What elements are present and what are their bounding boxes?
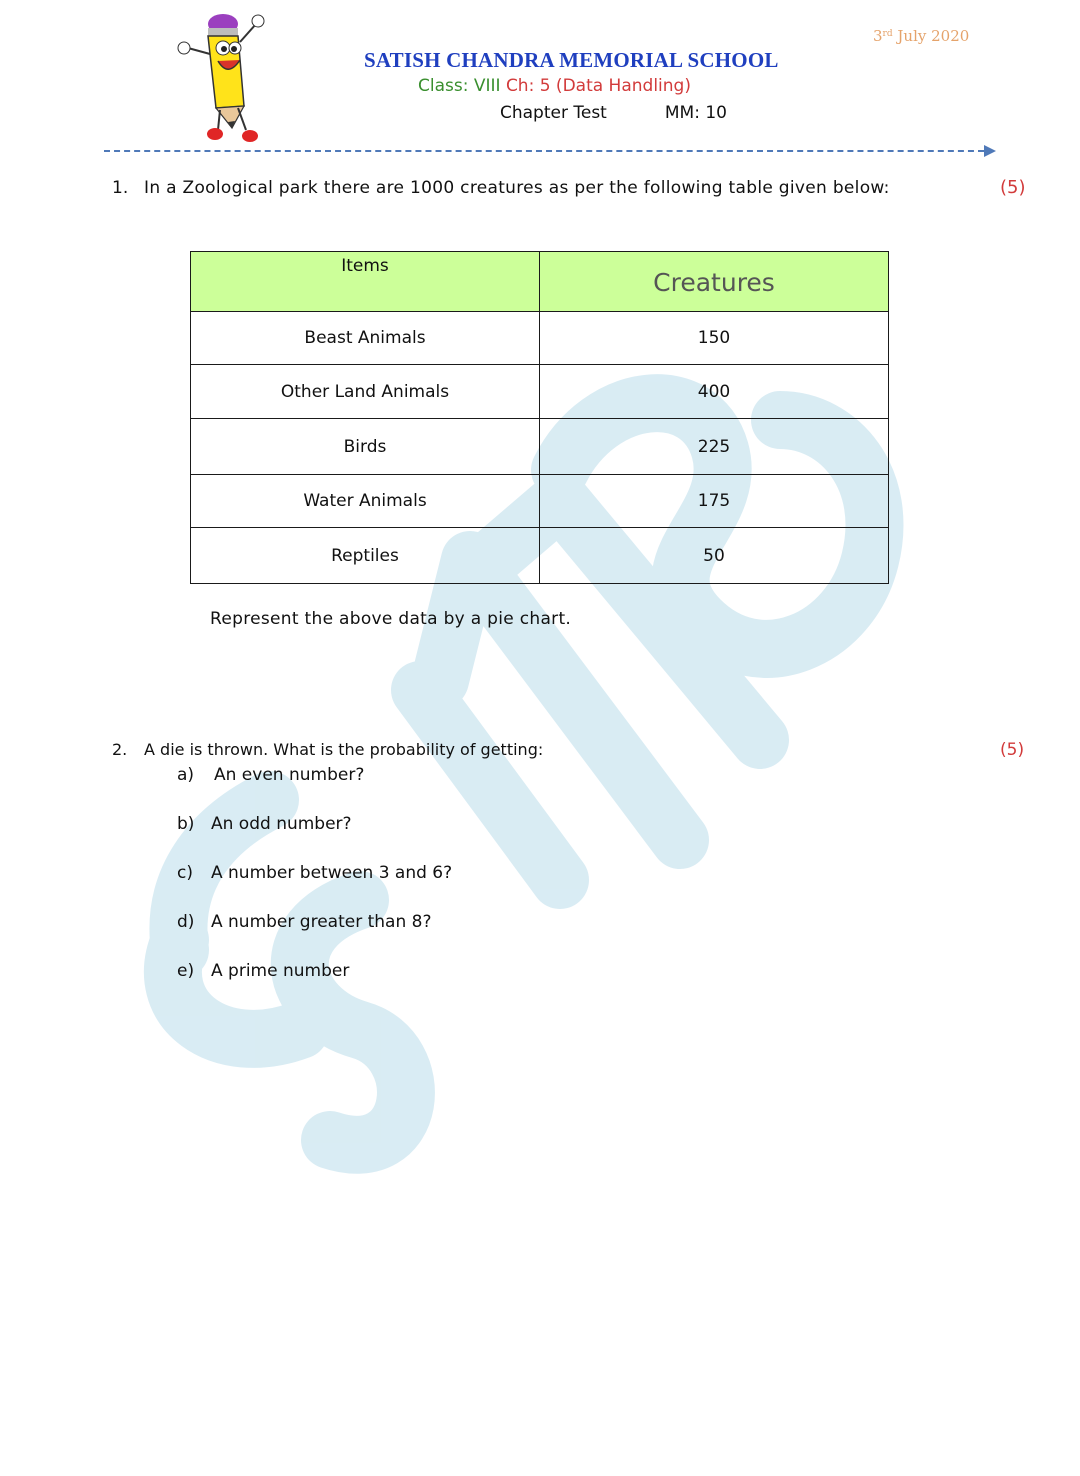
creatures-table bbox=[190, 251, 889, 584]
table-row bbox=[191, 475, 889, 528]
count-cell: 175 bbox=[540, 475, 889, 528]
question-1-marks: (5) bbox=[1000, 177, 1026, 198]
item-cell: Other Land Animals bbox=[191, 365, 540, 419]
class-label: Class: VIII bbox=[418, 76, 501, 96]
table-row bbox=[191, 312, 889, 365]
question-2-part-d bbox=[177, 912, 431, 932]
part-label: d) bbox=[177, 912, 195, 932]
question-2-number: 2. bbox=[112, 740, 128, 759]
item-cell: Water Animals bbox=[191, 475, 540, 528]
test-info-line bbox=[500, 103, 727, 123]
table-row bbox=[191, 528, 889, 584]
part-label: b) bbox=[177, 814, 195, 834]
divider-arrow-icon bbox=[984, 145, 996, 157]
school-name: SATISH CHANDRA MEMORIAL SCHOOL bbox=[364, 48, 779, 72]
part-text: A number greater than 8? bbox=[211, 912, 432, 932]
item-cell: Birds bbox=[191, 419, 540, 475]
test-date: 3rd July 2020 bbox=[873, 27, 970, 45]
question-2-part-b bbox=[177, 814, 352, 834]
table-row bbox=[191, 419, 889, 475]
part-text: An odd number? bbox=[211, 814, 352, 834]
chapter-label: Ch: 5 (Data Handling) bbox=[505, 76, 691, 96]
item-cell: Beast Animals bbox=[191, 312, 540, 365]
count-cell: 50 bbox=[540, 528, 889, 584]
header-divider bbox=[104, 150, 984, 152]
question-1-number: 1. bbox=[112, 178, 129, 198]
count-cell: 150 bbox=[540, 312, 889, 365]
table-row bbox=[191, 365, 889, 419]
part-text: A prime number bbox=[211, 961, 350, 981]
question-2-part-a bbox=[177, 765, 364, 785]
question-2-part-e bbox=[177, 961, 349, 981]
question-2-text: A die is thrown. What is the probability of getting: bbox=[144, 740, 544, 759]
max-marks: MM: 10 bbox=[664, 103, 727, 123]
question-1-instruction: Represent the above data by a pie chart. bbox=[210, 609, 572, 629]
count-cell: 400 bbox=[540, 365, 889, 419]
part-label: a) bbox=[177, 765, 195, 785]
part-label: e) bbox=[177, 961, 195, 981]
item-cell: Reptiles bbox=[191, 528, 540, 584]
question-1-text: In a Zoological park there are 1000 creatures as per the following table given below: bbox=[144, 178, 890, 198]
question-2-part-c bbox=[177, 863, 452, 883]
question-2-marks: (5) bbox=[1000, 740, 1025, 760]
creatures-header: Creatures bbox=[540, 252, 889, 312]
part-label: c) bbox=[177, 863, 193, 883]
items-header: Items bbox=[191, 252, 540, 312]
part-text: An even number? bbox=[214, 765, 365, 785]
pencil-mascot-logo bbox=[168, 6, 268, 146]
test-label: Chapter Test bbox=[500, 103, 607, 123]
part-text: A number between 3 and 6? bbox=[211, 863, 453, 883]
count-cell: 225 bbox=[540, 419, 889, 475]
table-header-row bbox=[191, 252, 889, 312]
class-chapter-line bbox=[418, 76, 691, 96]
